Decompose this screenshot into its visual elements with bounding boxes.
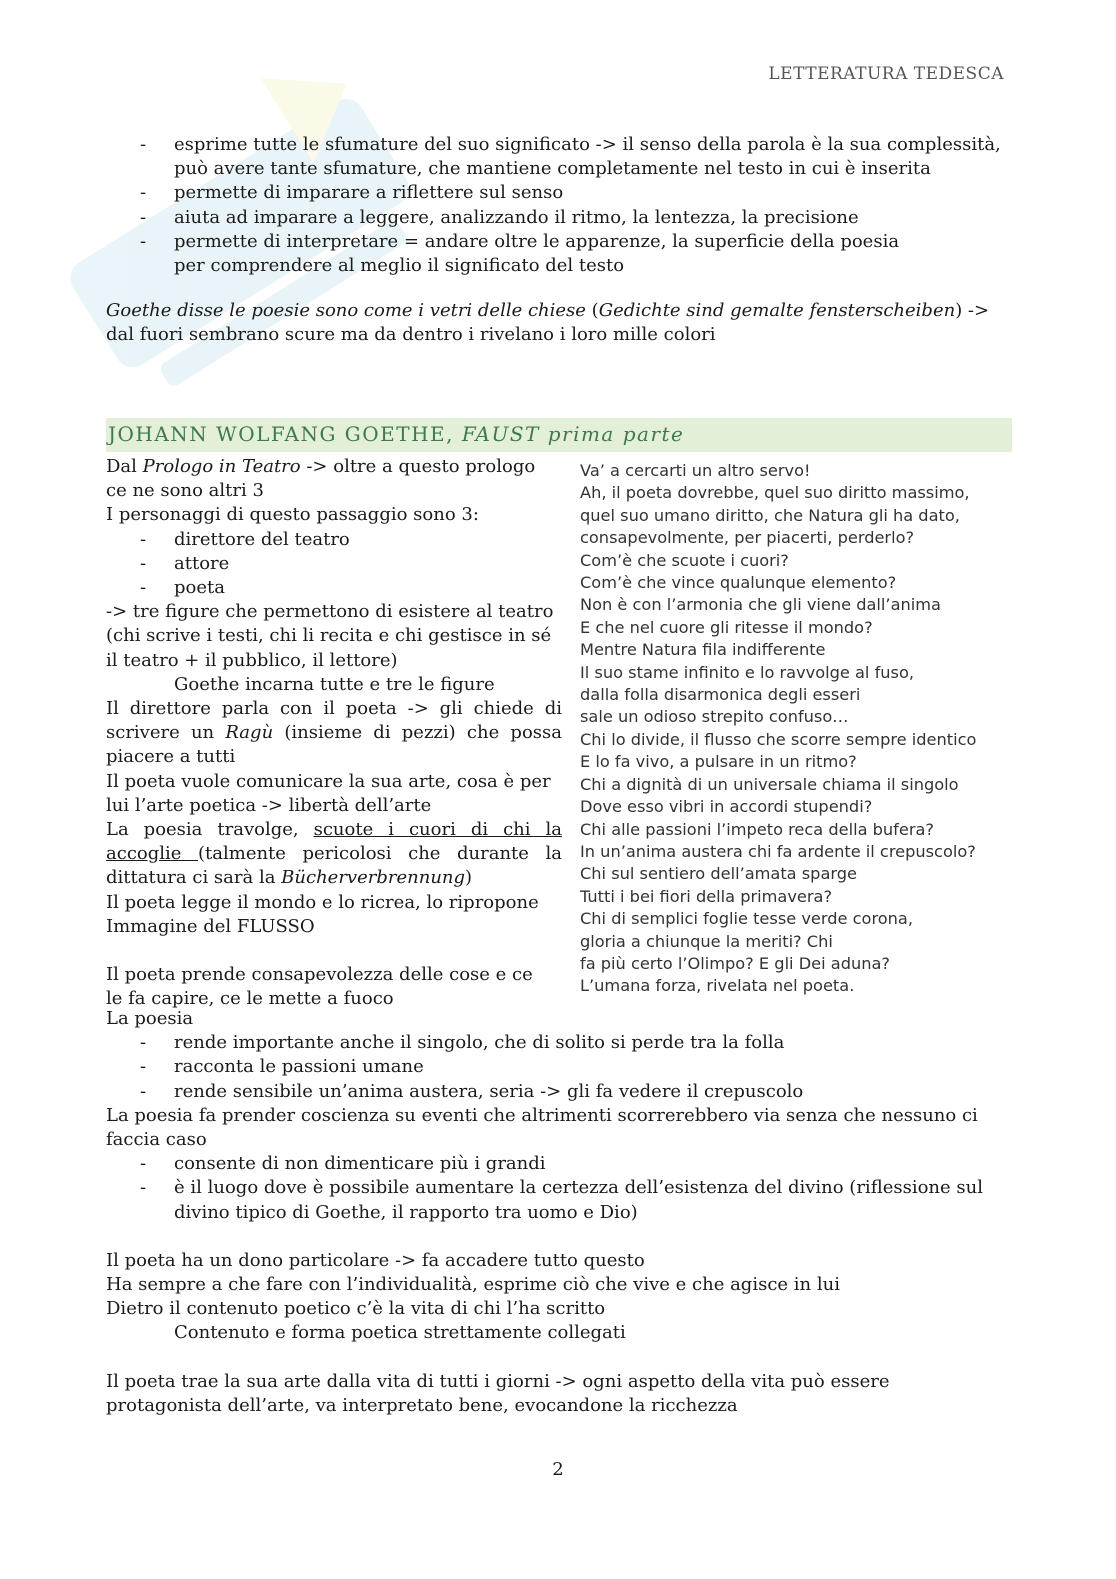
list-item: - permette di interpretare = andare oltre le apparenze, la superficie della poesia (106, 230, 1001, 254)
poem-line: Chi di semplici foglie tesse verde corona, (580, 909, 913, 929)
list-item: - racconta le passioni umane (106, 1055, 983, 1079)
poem-line: In un’anima austera chi fa ardente il crepuscolo? (580, 841, 976, 861)
body-section: La poesia - rende importante anche il singolo, che di solito si perde tra la folla - racconta le passioni umane - rende sensibile un’anima austera, seria -> gli fa vedere il crepuscolo La poesia fa prender coscienza su eventi che altrimenti scorrerebbero via senza che nessuno ci faccia caso - consente di non dimenticare più i grandi - è il luogo dove è possibile aumentare la certezza dell’esistenza del divino (riflessione sul divino tipico di Goethe, il rapporto tra uomo e Dio) Il poeta ha un dono particolare -> fa accadere tutto questo Ha sempre a che fare con l’individualità, esprime ciò che vive e che agisce in lui Dietro il contenuto poetico c’è la vita di chi l’ha scritto Contenuto e forma poetica strettamente collegati Il poeta trae la sua arte dalla vita di tutti i giorni -> ogni aspetto della vita può essere protagonista dell’arte, va interpretato bene, evocandone la ricchezza (106, 1007, 983, 1418)
poem-line: Com’è che scuote i cuori? (580, 550, 789, 570)
list-item-continuation: per comprendere al meglio il significato del testo (174, 255, 625, 277)
running-header: LETTERATURA TEDESCA (768, 64, 1004, 84)
poem-line: consapevolmente, per piacerti, perderlo? (580, 528, 915, 548)
poem-line: Chi lo divide, il flusso che scorre sempre identico (580, 729, 977, 749)
poem-line: Chi a dignità di un universale chiama il singolo (580, 774, 959, 794)
list-item: - esprime tutte le sfumature del suo significato -> il senso della parola è la sua complessità, (106, 133, 1001, 157)
list-item: - permette di imparare a riflettere sul senso (106, 181, 1001, 205)
left-column: Dal Prologo in Teatro -> oltre a questo prologo ce ne sono altri 3 I personaggi di questo passaggio sono 3: - direttore del teatro - attore - poeta -> tre figure che permettono di esistere al teatro (chi scrive i testi, chi li recita e chi gestisce in sé il teatro + il pubblico, il lettore) Goethe incarna tutte e tre le figure Il direttore parla con il poeta -> gli chiede di scrivere un Ragù (insieme di pezzi) che possa piacere a tutti Il poeta vuole comunicare la sua arte, cosa è per lui l’arte poetica -> libertà dell’arte La poesia travolge, scuote i cuori di chi la accoglie (talmente pericolosi che durante la dittatura ci sarà la Bücherverbrennung) Il poeta legge il mondo e lo ricrea, lo ripropone Immagine del FLUSSO Il poeta prende consapevolezza delle cose e ce le fa capire, ce le mette a fuoco (106, 455, 562, 1011)
list-item-continuation: divino tipico di Goethe, il rapporto tra uomo e Dio) (174, 1201, 638, 1223)
poem-line: Va’ a cercarti un altro servo! (580, 461, 811, 480)
poem-line: Mentre Natura fila indifferente (580, 640, 826, 660)
character-item: - direttore del teatro (106, 528, 562, 552)
poem-line: Il suo stame infinito e lo ravvolge al fuso, (580, 662, 915, 682)
poem-line: fa più certo l’Olimpo? E gli Dei aduna? (580, 953, 890, 973)
character-item: - poeta (106, 576, 562, 600)
list-item: - rende importante anche il singolo, che di solito si perde tra la folla (106, 1031, 983, 1055)
list-item: - è il luogo dove è possibile aumentare la certezza dell’esistenza del divino (riflessione sul (106, 1176, 983, 1200)
poem-line: quel suo umano diritto, che Natura gli ha dato, (580, 505, 960, 525)
poem-line: sale un odioso strepito confuso… (580, 707, 849, 727)
character-item: - attore (106, 552, 562, 576)
poem-line: E che nel cuore gli ritesse il mondo? (580, 617, 873, 637)
list-item: - consente di non dimenticare più i grandi (106, 1152, 983, 1176)
poem-line: Non è con l’armonia che gli viene dall’anima (580, 595, 941, 615)
section-title: JOHANN WOLFANG GOETHE, FAUST prima parte (108, 422, 685, 446)
poem-line: L’umana forza, rivelata nel poeta. (580, 976, 855, 996)
poem-line: Tutti i bei fiori della primavera? (580, 886, 833, 906)
poem-line: Chi sul sentiero dell’amata sparge (580, 864, 857, 884)
poem-line: Ah, il poeta dovrebbe, quel suo diritto massimo, (580, 483, 970, 503)
poem-line: dalla folla disarmonica degli esseri (580, 685, 861, 705)
goethe-quote: Goethe disse le poesie sono come i vetri delle chiese (Gedichte sind gemalte fensterscheiben) -> dal fuori sembrano scure ma da dentro i rivelano i loro mille colori (106, 300, 990, 346)
list-item: - aiuta ad imparare a leggere, analizzando il ritmo, la lentezza, la precisione (106, 206, 1001, 230)
poem-line: gloria a chiunque la meriti? Chi (580, 931, 833, 951)
poem-line: E lo fa vivo, a pulsare in un ritmo? (580, 752, 857, 772)
poem-line: Dove esso vibri in accordi stupendi? (580, 797, 873, 817)
list-item-continuation: può avere tante sfumature, che mantiene completamente nel testo in cui è inserita (174, 158, 931, 180)
poem-line: Chi alle passioni l’impeto reca della bufera? (580, 819, 935, 839)
list-item: - rende sensibile un’anima austera, seria -> gli fa vedere il crepuscolo (106, 1080, 983, 1104)
page-number: 2 (552, 1459, 564, 1480)
intro-section (106, 133, 1001, 278)
poem-line: Com’è che vince qualunque elemento? (580, 573, 897, 593)
faust-poem-excerpt (580, 460, 1020, 998)
